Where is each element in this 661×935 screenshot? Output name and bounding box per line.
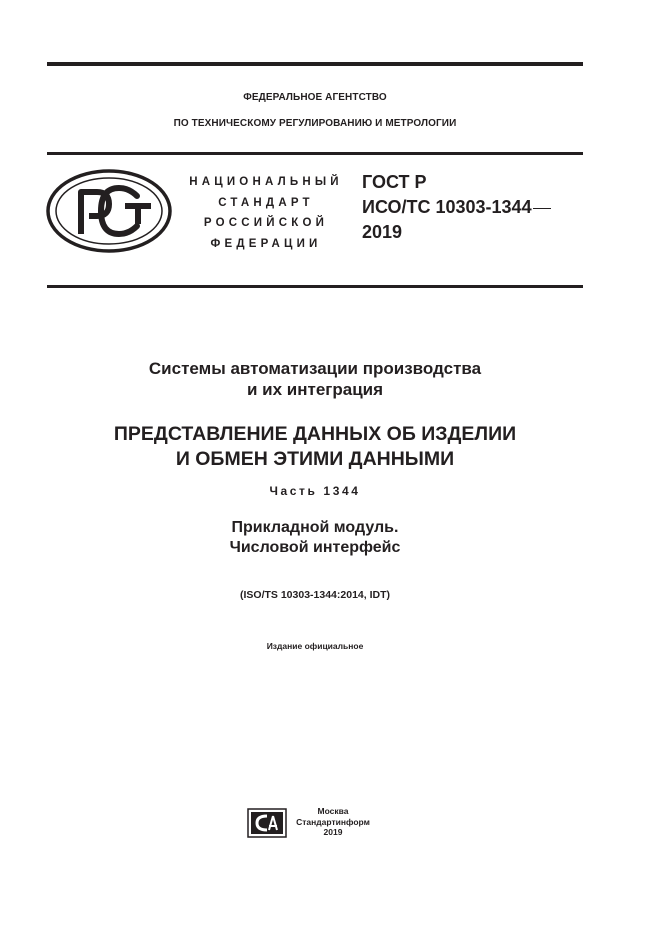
agency-line-1: ФЕДЕРАЛЬНОЕ АГЕНТСТВО bbox=[243, 92, 387, 103]
publisher-info bbox=[293, 806, 373, 838]
part-label: Часть 1344 bbox=[269, 484, 361, 498]
rst-gost-logo-icon bbox=[45, 168, 173, 254]
standard-code-line-2: ИСО/ТС 10303-1344 bbox=[362, 197, 532, 217]
main-title: ПРЕДСТАВЛЕНИЕ ДАННЫХ ОБ ИЗДЕЛИИ И ОБМЕН ЭТИМИ ДАННЫМИ bbox=[113, 423, 517, 470]
standartinform-logo-icon bbox=[247, 808, 287, 838]
series-title: Системы автоматизации производства и их интеграция bbox=[148, 359, 482, 399]
sub-title: Прикладной модуль. Числовой интерфейс bbox=[229, 519, 401, 556]
top-rule bbox=[47, 62, 583, 66]
iso-reference: (ISO/TS 10303-1344:2014, IDT) bbox=[240, 589, 390, 601]
publisher-city: Москва bbox=[317, 806, 349, 816]
publisher-year: 2019 bbox=[323, 827, 343, 837]
code-dash bbox=[533, 208, 551, 209]
agency-line-2: ПО ТЕХНИЧЕСКОМУ РЕГУЛИРОВАНИЮ И МЕТРОЛОГИИ bbox=[173, 118, 457, 129]
standard-code bbox=[362, 170, 551, 245]
edition-label: Издание официальное bbox=[266, 641, 364, 651]
publisher-name: Стандартинформ bbox=[296, 816, 370, 827]
standard-code-line-3: 2019 bbox=[362, 222, 403, 242]
national-standard-label: НАЦИОНАЛЬНЫЙ СТАНДАРТ РОССИЙСКОЙ ФЕДЕРАЦИИ bbox=[189, 176, 343, 250]
logo-rule bbox=[47, 285, 583, 288]
header-rule bbox=[47, 152, 583, 155]
standard-code-line-1: ГОСТ Р bbox=[362, 172, 427, 192]
